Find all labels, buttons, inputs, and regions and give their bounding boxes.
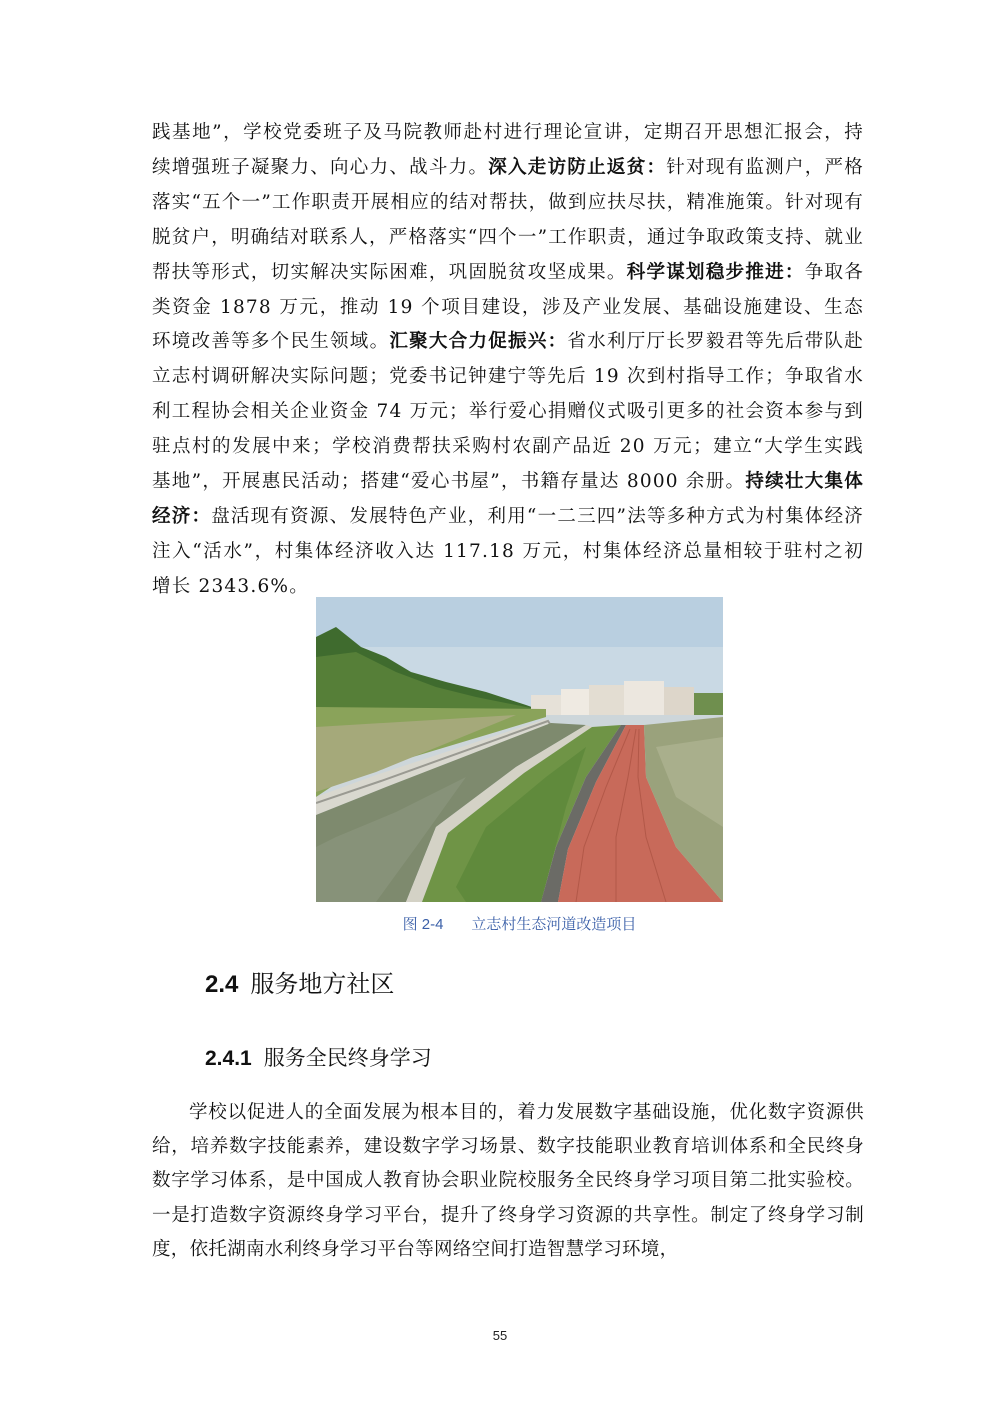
paragraph-text: 践基地”，学校党委班子及马院教师赴村进行理论宣讲，定期召开思想汇报会，持续增强班子凝聚力、向心力、战斗力。 [152,122,864,178]
paragraph-text: 针对现有监测户，严格落实“五个一”工作职责开展相应的结对帮扶，做到应扶尽扶，精准施策。针对现有脱贫户，明确结对联系人，严格落实“四个一”工作职责，通过争取政策支持、就业帮扶等形式，切实解决实际困难，巩固脱贫攻坚成果。 [152,156,864,283]
section-heading [205,964,394,999]
subsection-heading [205,1042,432,1072]
highlight-heading: 汇聚大合力促振兴： [389,331,568,353]
figure-title: 立志村生态河道改造项目 [471,916,637,933]
body-paragraph-rural-revitalization [152,116,864,605]
page-number: 55 [492,1328,508,1343]
paragraph-text: 争取各类资金 1878 万元，推动 19 个项目建设，涉及产业发展、基础设施建设、生态环境改善等多个民生领域。 [152,261,864,353]
section-number: 2.4 [205,971,239,998]
highlight-heading: 深入走访防止返贫： [488,156,667,178]
figure-caption [316,913,723,934]
figure-number: 图 2-4 [402,916,444,933]
body-paragraph-lifelong-learning: 学校以促进人的全面发展为根本目的，着力发展数字基础设施，优化数字资源供给，培养数字技能素养，建设数字学习场景、数字技能职业教育培训体系和全民终身数字学习体系，是中国成人教育协会职业院校服务全民终身学习项目第二批实验校。一是打造数字资源终身学习平台，提升了终身学习资源的共享性。制定了终身学习制度，依托湖南水利终身学习平台等网络空间打造智慧学习环境， [152,1102,864,1260]
river-project-photo [316,597,723,902]
subsection-title: 服务全民终身学习 [263,1047,432,1070]
section-title: 服务地方社区 [250,971,395,998]
highlight-heading: 持续壮大集体经济： [152,471,864,527]
subsection-number: 2.4.1 [205,1047,252,1070]
highlight-heading: 科学谋划稳步推进： [626,261,805,283]
paragraph-text: 省水利厅厅长罗毅君等先后带队赴立志村调研解决实际问题；党委书记钟建宁等先后 19 次到村指导工作；争取省水利工程协会相关企业资金 74 万元；举行爱心捐赠仪式吸引更多的社会资本参与到驻点村的发展中来；学校消费帮扶采购村农副产品近 20 万元；建立“大学生实践基地”，开展惠民活动；搭建“爱心书屋”，书籍存量达 8000 余册。 [152,331,864,493]
paragraph-text: 盘活现有资源、发展特色产业，利用“一二三四”法等多种方式为村集体经济注入“活水”，村集体经济收入达 117.18 万元，村集体经济总量相较于驻村之初增长 2343.6%。 [152,505,864,597]
